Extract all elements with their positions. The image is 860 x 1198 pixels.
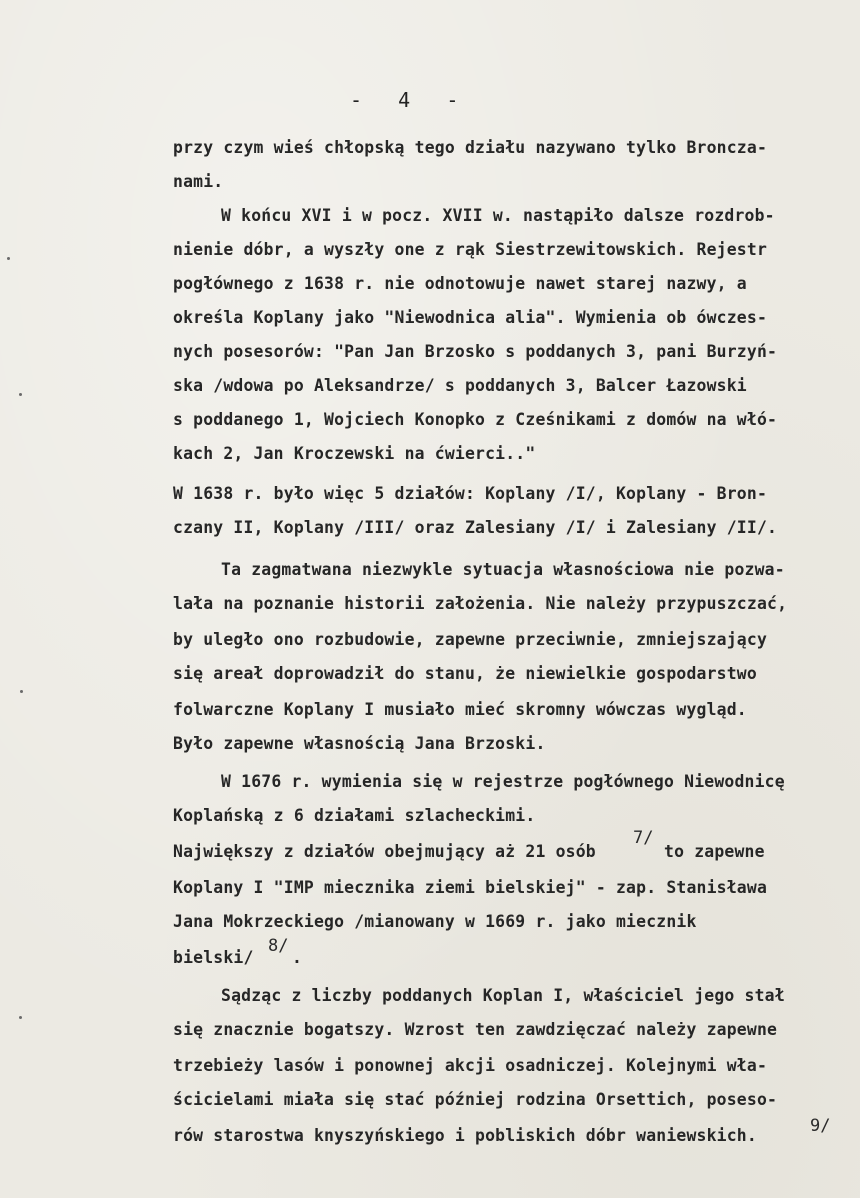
text-line-29: rów starostwa knyszyńskiego i pobliskich dóbr waniewskich. — [173, 1126, 757, 1145]
text-line-22: Koplany I "IMP miecznika ziemi bielskiej" - zap. Stanisława — [173, 878, 768, 897]
text-line-6: określa Koplany jako "Niewodnica alia". Wymienia ob ówczes- — [173, 308, 768, 327]
text-line-12: czany II, Koplany /III/ oraz Zalesiany /I/ i Zalesiany /II/. — [173, 518, 778, 537]
page-number: - 4 - — [350, 88, 459, 112]
footnote-8-period: . — [292, 948, 303, 967]
text-line-3: W końcu XVI i w pocz. XVII w. nastąpiło dalsze rozdrob- — [221, 206, 775, 225]
text-line-5: pogłównego z 1638 r. nie odnotowuje nawet starej nazwy, a — [173, 274, 747, 293]
text-line-14: lała na poznanie historii założenia. Nie należy przypuszczać, — [173, 594, 788, 613]
footnote-ref-9: 9/ — [810, 1116, 831, 1136]
scan-speck — [19, 1016, 22, 1019]
scan-speck — [7, 257, 10, 260]
text-line-8: ska /wdowa po Aleksandrze/ s poddanych 3, Balcer Łazowski — [173, 376, 747, 395]
text-line-24: bielski/ — [173, 948, 254, 967]
footnote-ref-8: 8/ — [268, 936, 289, 956]
footnote-ref-7: 7/ — [633, 828, 654, 848]
text-line-21b: to zapewne — [664, 842, 765, 861]
scan-speck — [20, 690, 23, 693]
text-line-28: ścicielami miała się stać później rodzina Orsettich, poseso- — [173, 1090, 778, 1109]
text-line-17: folwarczne Koplany I musiało mieć skromny wówczas wygląd. — [173, 700, 747, 719]
text-line-21: Największy z działów obejmujący aż 21 osób — [173, 842, 596, 861]
text-line-25: Sądząc z liczby poddanych Koplan I, właściciel jego stał — [221, 986, 785, 1005]
text-line-7: nych posesorów: "Pan Jan Brzosko s poddanych 3, pani Burzyń- — [173, 342, 778, 361]
text-line-11: W 1638 r. było więc 5 działów: Koplany /I/, Koplany - Bron- — [173, 484, 768, 503]
text-line-13: Ta zagmatwana niezwykle sytuacja własnościowa nie pozwa- — [221, 560, 785, 579]
text-line-23: Jana Mokrzeckiego /mianowany w 1669 r. jako miecznik — [173, 912, 697, 931]
text-line-1: przy czym wieś chłopską tego działu nazywano tylko Broncza- — [173, 138, 768, 157]
text-line-10: kach 2, Jan Kroczewski na ćwierci.." — [173, 444, 536, 463]
text-line-26: się znacznie bogatszy. Wzrost ten zawdzięczać należy zapewne — [173, 1020, 778, 1039]
text-line-20: Koplańską z 6 działami szlacheckimi. — [173, 806, 536, 825]
text-line-4: nienie dóbr, a wyszły one z rąk Siestrzewitowskich. Rejestr — [173, 240, 768, 259]
text-line-9: s poddanego 1, Wojciech Konopko z Cześnikami z domów na włó- — [173, 410, 778, 429]
scan-speck — [19, 393, 22, 396]
text-line-18: Było zapewne własnością Jana Brzoski. — [173, 734, 546, 753]
text-line-15: by uległo ono rozbudowie, zapewne przeciwnie, zmniejszający — [173, 630, 768, 649]
text-line-19: W 1676 r. wymienia się w rejestrze pogłównego Niewodnicę — [221, 772, 785, 791]
text-line-2: nami. — [173, 172, 224, 191]
text-line-27: trzebieży lasów i ponownej akcji osadniczej. Kolejnymi wła- — [173, 1056, 768, 1075]
text-line-16: się areał doprowadził do stanu, że niewielkie gospodarstwo — [173, 664, 757, 683]
